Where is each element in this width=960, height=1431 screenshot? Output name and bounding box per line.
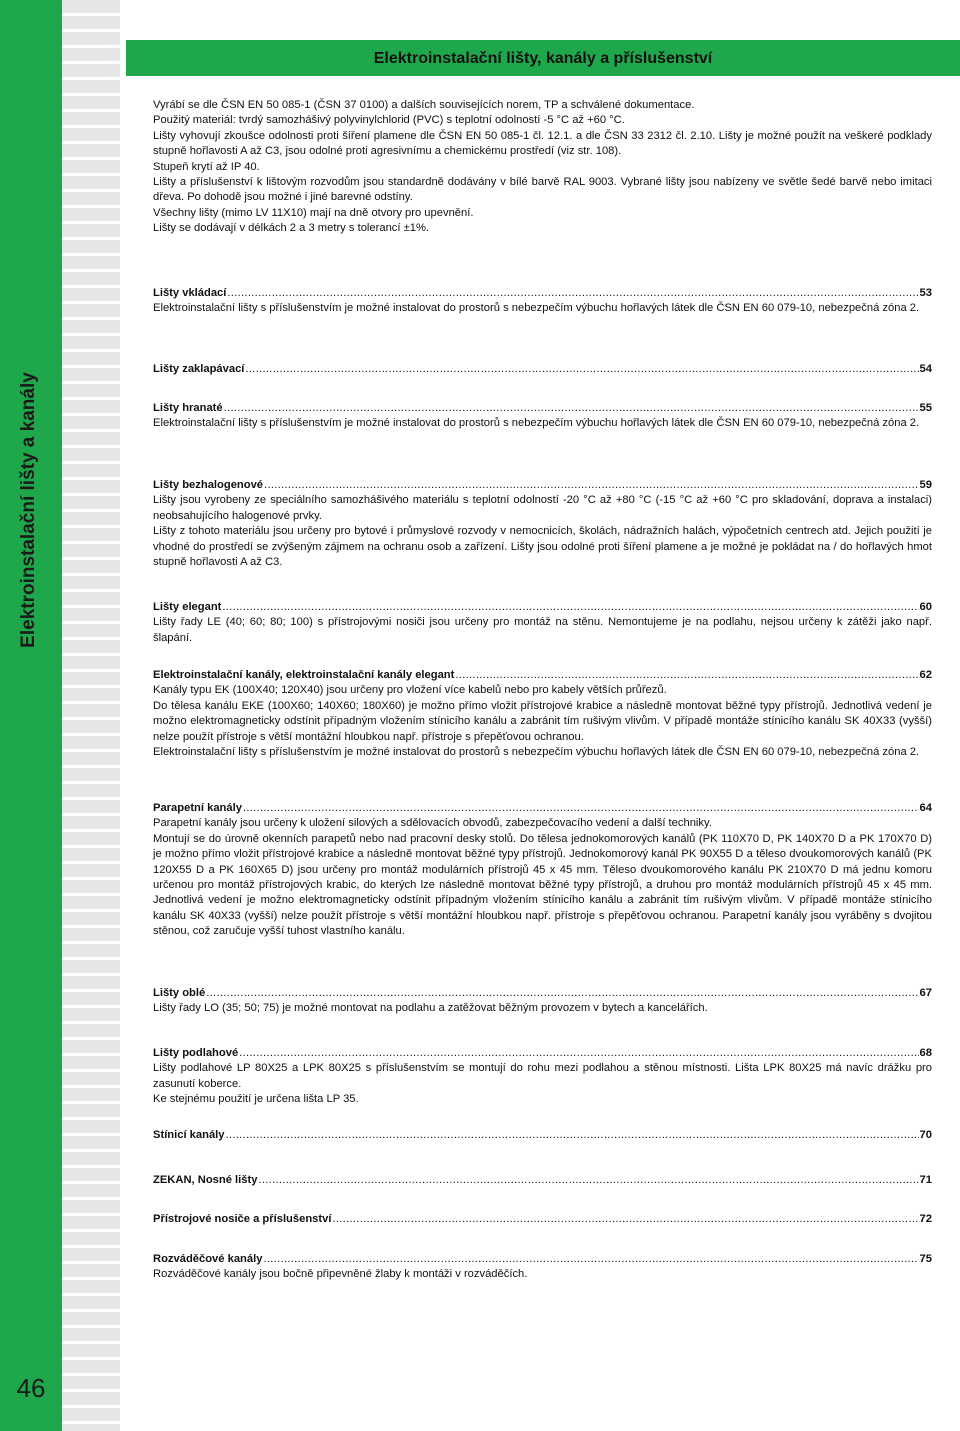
intro-line: Použitý materiál: tvrdý samozhášivý polyvinylchlorid (PVC) s teplotní odolností -5 °C až +60 °C. — [153, 114, 625, 127]
leader-dots — [264, 478, 919, 493]
toc-entry-heading[interactable] — [153, 986, 932, 1001]
leader-dots — [245, 362, 918, 377]
sidebar-band — [0, 0, 62, 1431]
intro-block — [153, 98, 932, 237]
toc-entry-title: Lišty elegant — [153, 601, 222, 613]
toc-entry-listy-zaklapavaci — [153, 362, 932, 377]
toc-entry-title: Lišty zaklapávací — [153, 363, 245, 375]
toc-entry-listy-bezhalogenove — [153, 478, 932, 570]
toc-entry-heading[interactable] — [153, 600, 932, 615]
toc-entry-zekan — [153, 1173, 932, 1188]
toc-entry-heading[interactable] — [153, 1128, 932, 1143]
toc-entry-title: Lišty oblé — [153, 987, 206, 999]
toc-entry-page: 71 — [919, 1174, 932, 1186]
toc-entry-heading[interactable] — [153, 1046, 932, 1061]
toc-entry-text: Elektroinstalační lišty s příslušenstvím je možné instalovat do prostorů s nebezpečím výbuchu hořlavých látek dle ČSN EN 60 079-10, nebezpečná zóna 2. — [153, 302, 920, 315]
toc-entry-title: Lišty podlahové — [153, 1047, 239, 1059]
leader-dots — [224, 401, 919, 416]
toc-entry-title: Rozváděčové kanály — [153, 1253, 263, 1265]
toc-entry-title: Lišty vkládací — [153, 287, 227, 299]
toc-entry-page: 75 — [919, 1253, 932, 1265]
toc-entry-heading[interactable] — [153, 1252, 932, 1267]
toc-entry-heading[interactable] — [153, 478, 932, 493]
toc-entry-heading[interactable] — [153, 801, 932, 816]
toc-entry-page: 67 — [919, 987, 932, 999]
leader-dots — [227, 286, 918, 301]
toc-entry-text: Elektroinstalační lišty s příslušenstvím je možné instalovat do prostorů s nebezpečím výbuchu hořlavých látek dle ČSN EN 60 079-10, nebezpečná zóna 2. — [153, 746, 920, 759]
toc-entry-listy-oble — [153, 986, 932, 1017]
toc-entry-title: Elektroinstalační kanály, elektroinstalační kanály elegant — [153, 669, 455, 681]
toc-entry-title: Lišty hranaté — [153, 402, 223, 414]
toc-entry-listy-hranate — [153, 401, 932, 432]
toc-entry-heading[interactable] — [153, 1212, 932, 1227]
toc-entry-text: Lišty řady LO (35; 50; 75) je možné montovat na podlahu a zatěžovat běžným provozem v bytech a kancelářích. — [153, 1002, 708, 1015]
sidebar-vertical-title: Elektroinstalační lišty a kanály — [18, 372, 39, 648]
toc-entry-heading[interactable] — [153, 1173, 932, 1188]
intro-line: Lišty se dodávají v délkách 2 a 3 metry s tolerancí ±1%. — [153, 222, 430, 235]
toc-entry-text: Lišty řady LE (40; 60; 80; 100) s přístrojovými nosiči jsou určeny pro montáž na stěnu. Nemontujeme je na podlahu, nejsou určeny k zátěži jako např. šlapání. — [153, 616, 932, 644]
leader-dots — [206, 986, 918, 1001]
intro-line: Lišty vyhovují zkoušce odolnosti proti šíření plamene dle ČSN EN 50 085-1 čl. 12.1. a dle ČSN 33 2312 čl. 2.10. Lišty je možné použít na veškeré podklady stupně hořlavosti A až C3, jsou odolné proti agresivnímu a chemickému prostředí (viz str. 108). — [153, 129, 932, 158]
leader-dots — [243, 801, 919, 816]
toc-entry-page: 55 — [919, 402, 932, 414]
leader-dots — [263, 1252, 918, 1267]
page-title: Elektroinstalační lišty, kanály a příslušenství — [373, 50, 713, 67]
toc-entry-listy-elegant — [153, 600, 932, 646]
toc-entry-page: 60 — [919, 601, 932, 613]
toc-entry-text: Ke stejnému použití je určena lišta LP 35. — [153, 1093, 359, 1106]
leader-dots — [455, 668, 918, 683]
toc-entry-title: ZEKAN, Nosné lišty — [153, 1174, 258, 1186]
leader-dots — [258, 1173, 918, 1188]
toc-entry-heading[interactable] — [153, 401, 932, 416]
toc-entry-pristrojove-nosice — [153, 1212, 932, 1227]
toc-entry-page: 62 — [919, 669, 932, 681]
leader-dots — [226, 1128, 919, 1143]
toc-entry-text: Elektroinstalační lišty s příslušenstvím je možné instalovat do prostorů s nebezpečím výbuchu hořlavých látek dle ČSN EN 60 079-10, nebezpečná zóna 2. — [153, 417, 920, 430]
toc-entry-text: Montují se do úrovně okenních parapetů nebo nad pracovní desky stolů. Do tělesa jednokomorových kanálů (PK 110X70 D, PK 140X70 D a PK 170X70 D) je možno přímo vložit přístrojové krabice a následně montovat běžné typy přístrojů. Jednokomorový kanál PK 90X55 D a těleso dvoukomorových kanálů (PK 120X55 D a PK 160X65 D) jsou určeny pro montáž modulárních přístrojů 45 x 45 mm. Těleso dvoukomorového kanálu PK 210X70 D má jednu komoru určenou pro montáž přístrojových krabic, do kterých lze následně montovat běžné typy přístrojů, a druhou pro montáž modulárních přístrojů 45 x 45 mm. Jednotlivá vedení je možno elektromagneticky odstínit případným vložením stínicího kanálu a zabránit tím rušivým vlivům. V případě montáže stínicího kanálu SK 40X33 (vyšší) nelze použít přístroje s větší montážní hloubkou např. přístroje s přepěťovou ochranou. Parapetní kanály jsou vyráběny s dvojitou stěnou, což zaručuje vyšší tuhost vlastního kanálu. — [153, 832, 932, 938]
toc-entry-page: 59 — [919, 479, 932, 491]
toc-entry-listy-vkladaci — [153, 286, 932, 317]
toc-entry-page: 53 — [919, 287, 932, 299]
leader-dots — [332, 1212, 918, 1227]
toc-entry-title: Parapetní kanály — [153, 802, 242, 814]
toc-entry-page: 68 — [919, 1047, 932, 1059]
toc-entry-title: Lišty bezhalogenové — [153, 479, 264, 491]
toc-entry-page: 54 — [919, 363, 932, 375]
intro-line: Lišty a příslušenství k lištovým rozvodům jsou standardně dodávány v bílé barvě RAL 9003. Vybrané lišty jsou nabízeny ve světle šedé barvě nebo imitaci dřeva. Po dohodě jsou možné i jiné barevné odstíny. — [153, 176, 932, 204]
toc-entry-heading[interactable] — [153, 362, 932, 377]
toc-entry-text: Lišty z tohoto materiálu jsou určeny pro bytové i průmyslové rozvody v nemocnicích, školách, nádražních halách, výpočetních centrech atd. Jejich použití je vhodné do prostředí se zvýšeným zájmem na ochranu osob a zařízení. Lišty jsou odolné proti šíření plamene a je možné je pokládat na / do hořlavých hmot stupně hořlavosti A až C3. — [153, 525, 932, 569]
toc-entry-heading[interactable] — [153, 668, 932, 683]
toc-entry-text: Do tělesa kanálu EKE (100X60; 140X60; 180X60) je možno přímo vložit přístrojové krabice a následně montovat běžné typy přístrojů. Jednotlivá vedení je možno elektromagneticky odstínit případným vložením stínicího kanálu a zabránit tím rušivým vlivům. V případě montáže stínicího kanálu SK 40X33 (vyšší) nelze použít přístroje s větší montážní hloubkou např. přístroje s přepěťovou ochranou. — [153, 699, 932, 743]
toc-entry-heading[interactable] — [153, 286, 932, 301]
toc-entry-stinici-kanaly — [153, 1128, 932, 1143]
page-number: 46 — [16, 1373, 46, 1403]
toc-entry-page: 64 — [919, 802, 932, 814]
decorative-stripe — [62, 0, 120, 1431]
toc-entry-rozvadecove-kanaly — [153, 1252, 932, 1283]
toc-entry-text: Kanály typu EK (100X40; 120X40) jsou určeny pro vložení více kabelů nebo pro kabely větších průřezů. — [153, 684, 667, 697]
toc-entry-page: 70 — [919, 1129, 932, 1141]
content-area — [153, 98, 932, 1281]
toc-entry-title: Stínicí kanály — [153, 1129, 225, 1141]
intro-line: Vyrábí se dle ČSN EN 50 085-1 (ČSN 37 0100) a dalších souvisejících norem, TP a schválené dokumentace. — [153, 99, 695, 111]
toc-entry-page: 72 — [919, 1213, 932, 1225]
toc-entry-text: Parapetní kanály jsou určeny k uložení silových a sdělovacích obvodů, zabezpečovacího vedení a další techniky. — [153, 817, 712, 830]
toc-entry-elektroinstalacni-kanaly — [153, 668, 932, 760]
toc-entry-text: Rozváděčové kanály jsou bočně připevněné žlaby k montáži v rozváděčích. — [153, 1268, 528, 1281]
toc-entry-parapetni-kanaly — [153, 801, 932, 940]
intro-line: Stupeň krytí až IP 40. — [153, 160, 260, 173]
toc-entry-text: Lišty jsou vyrobeny ze speciálního samozhášivého materiálu s teplotní odolností -20 °C až +80 °C (-15 °C až +60 °C pro skladování, doprava a instalaci) neobsahujícího halogenové prvky. — [153, 494, 932, 522]
intro-line: Všechny lišty (mimo LV 11X10) mají na dně otvory pro upevnění. — [153, 206, 474, 219]
toc-entry-title: Přístrojové nosiče a příslušenství — [153, 1213, 332, 1225]
toc-entry-listy-podlahove — [153, 1046, 932, 1108]
leader-dots — [222, 600, 918, 615]
toc-entry-text: Lišty podlahové LP 80X25 a LPK 80X25 s příslušenstvím se montují do rohu mezi podlahou a stěnou místnosti. Lišta LPK 80X25 má navíc drážku pro zasunutí koberce. — [153, 1062, 932, 1090]
leader-dots — [239, 1046, 918, 1061]
